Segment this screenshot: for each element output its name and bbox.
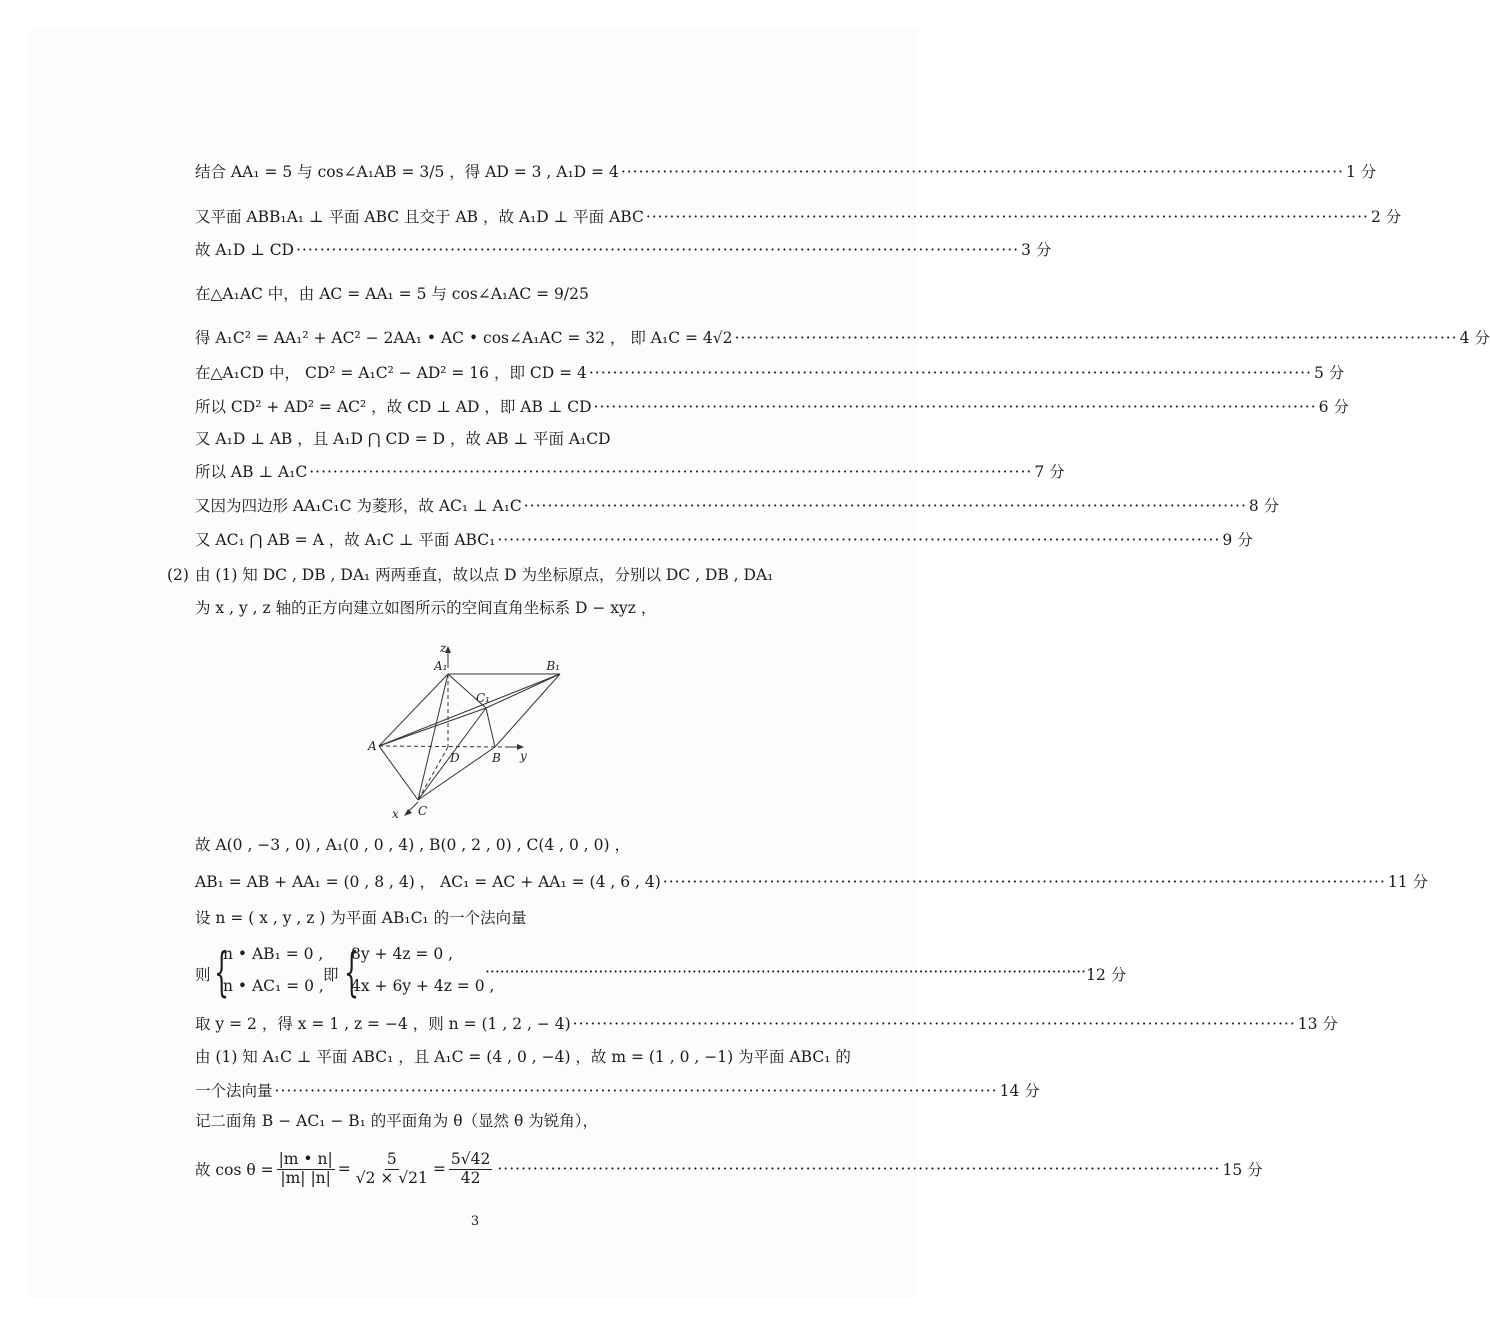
scored-line xyxy=(195,494,1280,518)
text-line xyxy=(195,833,787,857)
scored-line xyxy=(195,238,1052,262)
score-12: 12 分 xyxy=(1086,966,1127,984)
text-line xyxy=(195,906,787,930)
fraction-3 xyxy=(449,1151,492,1186)
edge-d-c-dashed xyxy=(418,747,448,800)
page-number: 3 xyxy=(470,1214,480,1229)
score-label: 11 分 xyxy=(1387,873,1429,891)
line-text: 得 A₁C² = AA₁² + AC² − 2AA₁ • AC • cos∠A₁AC = 32 ， 即 A₁C = 4√2 xyxy=(195,329,733,347)
score-label: 13 分 xyxy=(1297,1015,1338,1033)
score-label: 14 分 xyxy=(999,1082,1040,1100)
edge-a1-a xyxy=(379,674,448,746)
prism-diagram xyxy=(360,640,560,820)
score-dots xyxy=(497,528,1220,552)
right-brace: { xyxy=(344,943,359,1003)
score-dots xyxy=(594,395,1317,419)
line-text: 结合 AA₁ = 5 与 cos∠A₁AB = 3/5 ，得 AD = 3 , A₁D = 4 xyxy=(195,163,619,181)
left-brace: { xyxy=(214,943,229,1003)
line-text: 设 n = ( x , y , z ) 为平面 AB₁C₁ 的一个法向量 xyxy=(195,909,527,927)
line-text: 又 AC₁ ⋂ AB = A ，故 A₁C ⊥ 平面 ABC₁ xyxy=(195,531,496,549)
line-text: 又平面 ABB₁A₁ ⊥ 平面 ABC 且交于 AB ，故 A₁D ⊥ 平面 ABC xyxy=(195,208,644,226)
scored-line xyxy=(195,160,1377,184)
part-2-label: (2) xyxy=(167,566,189,584)
fraction-1-den: |m| |n| xyxy=(280,1168,331,1187)
label-b: B xyxy=(492,751,501,765)
scored-line xyxy=(195,460,1065,484)
line-text: 由 (1) 知 A₁C ⊥ 平面 ABC₁ ，且 A₁C = (4 , 0 , −4) ，故 m = (1 , 0 , −1) 为平面 ABC₁ 的 xyxy=(195,1048,851,1066)
score-label: 8 分 xyxy=(1248,497,1280,515)
line-text: 为 x , y , z 轴的正方向建立如图所示的空间直角坐标系 D − xyz ， xyxy=(195,599,657,617)
score-dots xyxy=(663,870,1386,894)
score-label: 2 分 xyxy=(1370,208,1402,226)
score-label: 3 分 xyxy=(1021,241,1052,259)
score-label: 1 分 xyxy=(1345,163,1377,181)
coordinate-figure xyxy=(360,640,560,820)
left-eq-1: n • AB₁ = 0 , xyxy=(223,945,324,963)
label-b1: B₁ xyxy=(546,659,560,673)
label-a1: A₁ xyxy=(434,659,448,673)
edge-c1-b1 xyxy=(486,674,560,708)
fraction-2 xyxy=(354,1151,430,1186)
line-text: 取 y = 2 ，得 x = 1 , z = −4 ，则 n = (1 , 2 , − 4) xyxy=(195,1015,571,1033)
edge-b-b1 xyxy=(495,674,560,747)
scored-line xyxy=(195,326,1490,350)
fraction-2-den: √2 × √21 xyxy=(355,1168,428,1187)
score-label: 6 分 xyxy=(1318,398,1349,416)
score-dots: ·························································································································· xyxy=(485,963,1087,981)
line-text: 在△A₁CD 中， CD² = A₁C² − AD² = 16 ，即 CD = 4 xyxy=(195,364,587,382)
fraction-3-den: 42 xyxy=(460,1168,481,1187)
fraction-1-num: |m • n| xyxy=(278,1150,333,1169)
scored-line xyxy=(195,205,1402,229)
equation-system xyxy=(195,943,1127,1007)
scored-line xyxy=(195,1079,1040,1103)
fraction-3-num: 5√42 xyxy=(450,1150,491,1169)
score-dots xyxy=(309,460,1032,484)
line-text: 一个法向量 xyxy=(195,1082,273,1100)
final-cos-line xyxy=(195,1143,1263,1195)
right-eq-1: 8y + 4z = 0 , xyxy=(351,945,454,963)
final-prefix: 故 cos θ = xyxy=(195,1161,274,1179)
scored-line xyxy=(195,528,1253,552)
ji-label: 即 xyxy=(323,966,339,984)
label-d: D xyxy=(450,751,460,765)
edge-b-c1 xyxy=(486,708,495,747)
equals-2: = xyxy=(432,1160,446,1178)
score-dots xyxy=(621,160,1344,184)
edge-a-b-dashed xyxy=(379,746,505,747)
line-text: 在△A₁AC 中，由 AC = AA₁ = 5 与 cos∠A₁AC = 9/25 xyxy=(195,285,589,303)
label-a: A xyxy=(368,739,377,753)
label-x: x xyxy=(392,807,399,821)
label-c: C xyxy=(418,804,428,818)
text-line xyxy=(195,1045,851,1069)
line-text: 所以 AB ⊥ A₁C xyxy=(195,463,308,481)
right-eq-2: 4x + 6y + 4z = 0 , xyxy=(351,977,495,995)
edge-a-c xyxy=(379,746,418,800)
score-dots xyxy=(296,238,1019,262)
score-dots xyxy=(497,1157,1220,1181)
score-dots xyxy=(275,1079,998,1103)
label-c1: C₁ xyxy=(476,691,490,705)
score-label: 4 分 xyxy=(1459,329,1490,347)
score-label: 5 分 xyxy=(1313,364,1345,382)
line-text: 所以 CD² + AD² = AC² ，故 CD ⊥ AD ，即 AB ⊥ CD xyxy=(195,398,592,416)
score-label: 7 分 xyxy=(1034,463,1065,481)
text-line xyxy=(195,1109,787,1133)
scored-line xyxy=(195,395,1349,419)
line-text: 又 A₁D ⊥ AB ，且 A₁D ⋂ CD = D ，故 AB ⊥ 平面 A₁CD xyxy=(195,430,611,448)
score-dots xyxy=(589,361,1312,385)
text-line xyxy=(195,427,787,451)
equals-1: = xyxy=(337,1160,351,1178)
score-dots xyxy=(646,205,1369,229)
scored-line xyxy=(195,1012,1338,1036)
edge-a1-c xyxy=(418,674,448,800)
text-line xyxy=(195,596,787,620)
fraction-2-num: 5 xyxy=(386,1150,397,1169)
score-15: 15 分 xyxy=(1222,1161,1263,1179)
line-text: 故 A₁D ⊥ CD xyxy=(195,241,294,259)
score-dots xyxy=(573,1012,1296,1036)
line-text: 故 A(0 , −3 , 0) , A₁(0 , 0 , 4) , B(0 , 2 , 0) , C(4 , 0 , 0) ， xyxy=(195,836,630,854)
left-eq-2: n • AC₁ = 0 , xyxy=(223,977,324,995)
label-z: z xyxy=(440,641,447,655)
score-dots xyxy=(735,326,1458,350)
line-text: AB₁ = AB + AA₁ = (0 , 8 , 4) ， AC₁ = AC + AA₁ = (4 , 6 , 4) xyxy=(195,873,661,891)
ze-label: 则 xyxy=(195,966,211,984)
line-text: 由 (1) 知 DC , DB , DA₁ 两两垂直，故以点 D 为坐标原点，分别以 DC , DB , DA₁ xyxy=(195,566,774,584)
score-label: 9 分 xyxy=(1222,531,1253,549)
score-dots xyxy=(524,494,1247,518)
fraction-1 xyxy=(277,1151,335,1186)
label-y: y xyxy=(520,749,527,763)
line-text: 记二面角 B − AC₁ − B₁ 的平面角为 θ（显然 θ 为锐角）， xyxy=(195,1112,598,1130)
text-line xyxy=(195,282,787,306)
x-axis-arrow xyxy=(404,809,412,816)
text-line xyxy=(195,563,787,587)
edge-a-b1 xyxy=(379,674,560,746)
line-text: 又因为四边形 AA₁C₁C 为菱形，故 AC₁ ⊥ A₁C xyxy=(195,497,522,515)
scored-line xyxy=(195,870,1429,894)
scored-line xyxy=(195,361,1345,385)
